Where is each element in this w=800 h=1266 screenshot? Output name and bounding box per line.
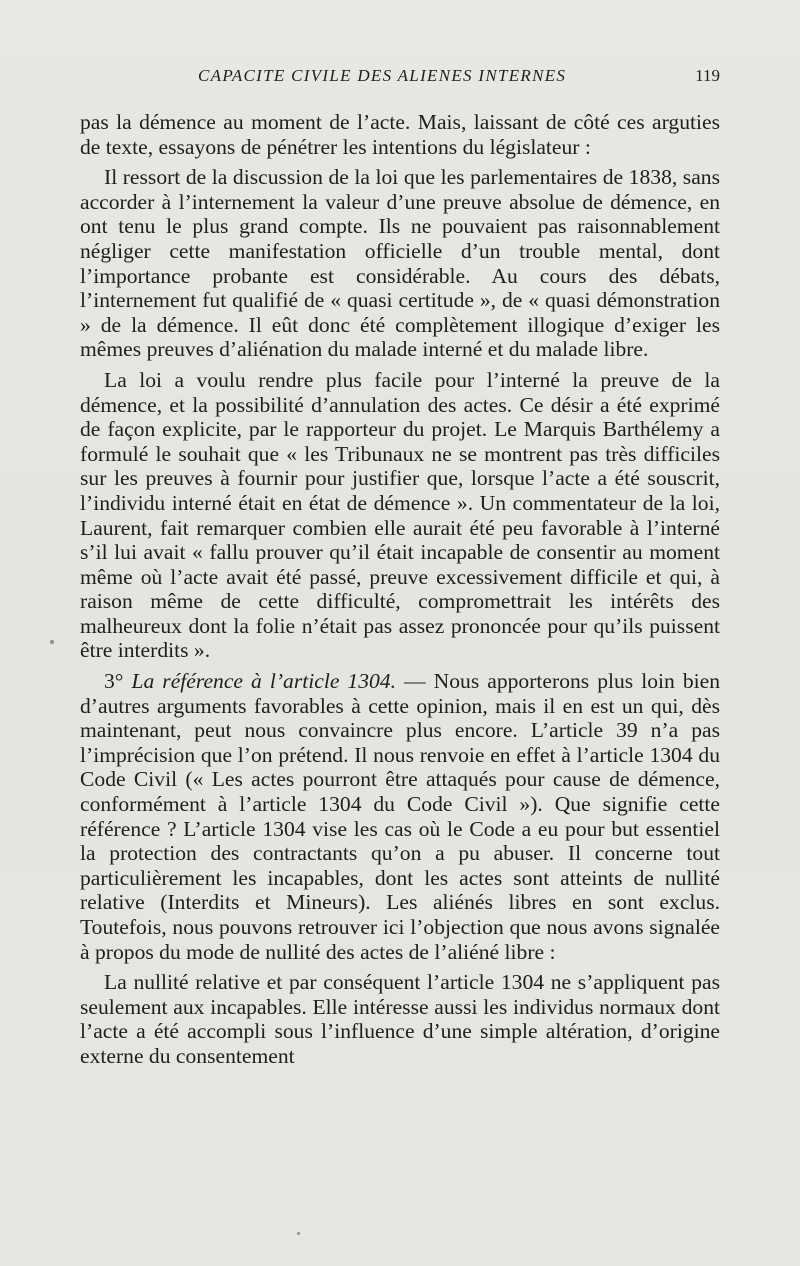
paragraph-1: pas la démence au moment de l’acte. Mais, laissant de côté ces arguties de texte, essayons de pénétrer les intentions du législateur : xyxy=(80,110,720,159)
page-number: 119 xyxy=(695,66,720,85)
section-heading: La référence à l’article 1304. xyxy=(131,669,397,694)
body-text xyxy=(80,110,720,1075)
section-number: 3° xyxy=(104,669,124,694)
margin-speck xyxy=(50,640,54,644)
running-head xyxy=(80,66,720,88)
running-title: CAPACITE CIVILE DES ALIENES INTERNES xyxy=(198,66,567,85)
paragraph-4 xyxy=(80,669,720,964)
paragraph-3: La loi a voulu rendre plus facile pour l’interné la preuve de la démence, et la possibilité d’annulation des actes. Ce désir a été exprimé de façon explicite, par le rapporteur du projet. Le Marquis Barthélemy a formulé le souhait que « les Tribunaux ne se montrent pas très difficiles sur les preuves à fournir pour justifier que, lorsque l’acte a été souscrit, l’individu interné était en état de démence ». Un commentateur de la loi, Laurent, fait remarquer combien elle aurait été peu favorable à l’interné s’il lui avait « fallu prouver qu’il était incapable de consentir au moment même où l’acte avait été passé, preuve excessivement difficile et qui, à raison même de cette difficulté, compromettrait les intérêts des malheureux dont la folie n’était pas assez prononcée pour qu’ils puissent être interdits ». xyxy=(80,367,720,663)
paragraph-5: La nullité relative et par conséquent l’article 1304 ne s’appliquent pas seulement aux incapables. Elle intéresse aussi les individus normaux dont l’acte a été accompli sous l’influence d’une simple altération, d’origine externe du consentement xyxy=(80,970,720,1068)
margin-speck xyxy=(297,1232,300,1235)
section-text: — Nous apporterons plus loin bien d’autres arguments favorables à cette opinion, mais il en est un qui, dès maintenant, peut nous convaincre plus encore. L’article 39 n’a pas l’imprécision que l’on prétend. Il nous renvoie en effet à l’article 1304 du Code Civil (« Les actes pourront être attaqués pour cause de démence, conformément à l’article 1304 du Code Civil »). Que signifie cette référence ? L’article 1304 vise les cas où le Code a eu pour but essentiel la protection des contractants qu’on a pu abuser. Il concerne tout particulièrement les incapables, dont les actes sont atteints de nullité relative (Interdits et Mineurs). Les aliénés libres en sont exclus. Toutefois, nous pouvons retrouver ici l’objection que nous avons signalée à propos du mode de nullité des actes de l’aliéné libre : xyxy=(80,669,721,964)
paragraph-2: Il ressort de la discussion de la loi que les parlementaires de 1838, sans accorder à l’internement la valeur d’une preuve absolue de démence, en ont tenu le plus grand compte. Ils ne pouvaient pas raisonnablement négliger cette manifestation officielle d’un trouble mental, dont l’importance probante est considérable. Au cours des débats, l’internement fut qualifié de « quasi certitude », de « quasi démonstration » de la démence. Il eût donc été complètement illogique d’exiger les mêmes preuves d’aliénation du malade interné et du malade libre. xyxy=(80,165,720,362)
